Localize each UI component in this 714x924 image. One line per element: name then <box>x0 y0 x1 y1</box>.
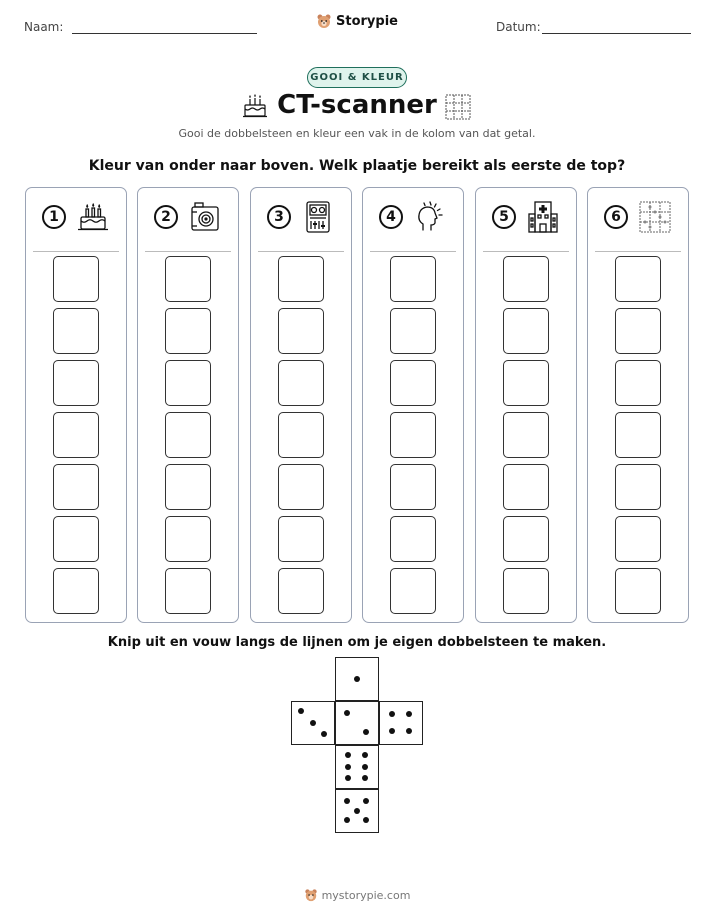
color-cell[interactable] <box>615 360 661 406</box>
die-face-3 <box>291 701 335 745</box>
die-pip <box>354 676 360 682</box>
column-number: 6 <box>604 205 628 229</box>
footer-url: mystorypie.com <box>321 888 411 902</box>
puzzle-icon <box>638 200 672 234</box>
color-cell[interactable] <box>615 308 661 354</box>
color-cell[interactable] <box>503 516 549 562</box>
color-cell[interactable] <box>53 568 99 614</box>
color-cell[interactable] <box>615 516 661 562</box>
die-pip <box>362 764 368 770</box>
column-number: 4 <box>379 205 403 229</box>
name-line <box>72 33 257 34</box>
instruction: Kleur van onder naar boven. Welk plaatje bereikt als eerste de top? <box>88 158 626 174</box>
die-pip <box>363 817 369 823</box>
birthday-cake-icon <box>76 200 110 234</box>
die-face-5 <box>335 789 379 833</box>
color-cell[interactable] <box>278 360 324 406</box>
color-cell[interactable] <box>165 308 211 354</box>
column-number: 5 <box>492 205 516 229</box>
color-cell[interactable] <box>503 568 549 614</box>
color-cell[interactable] <box>615 464 661 510</box>
hospital-icon <box>526 200 560 234</box>
color-cell[interactable] <box>390 412 436 458</box>
control-panel-icon <box>301 200 335 234</box>
color-cell[interactable] <box>278 412 324 458</box>
color-cell[interactable] <box>390 568 436 614</box>
color-cell[interactable] <box>278 308 324 354</box>
color-cell[interactable] <box>53 256 99 302</box>
subtitle: Gooi de dobbelsteen en kleur een vak in de kolom van dat getal. <box>178 127 536 140</box>
column-number: 3 <box>267 205 291 229</box>
die-pip <box>389 711 395 717</box>
color-cell[interactable] <box>503 412 549 458</box>
die-pip <box>345 752 351 758</box>
footer <box>0 888 714 902</box>
color-cell[interactable] <box>615 568 661 614</box>
color-cell[interactable] <box>390 360 436 406</box>
column-2 <box>137 187 239 623</box>
color-cell[interactable] <box>390 308 436 354</box>
bear-logo-icon <box>316 13 332 29</box>
color-cell[interactable] <box>278 516 324 562</box>
die-pip <box>354 808 360 814</box>
die-face-4 <box>379 701 423 745</box>
color-cell[interactable] <box>278 464 324 510</box>
color-cell[interactable] <box>165 464 211 510</box>
die-pip <box>406 728 412 734</box>
camera-icon <box>188 200 222 234</box>
color-cell[interactable] <box>165 516 211 562</box>
bear-logo-icon <box>304 888 318 902</box>
die-face-6 <box>335 745 379 789</box>
color-cell[interactable] <box>503 308 549 354</box>
column-6 <box>587 187 689 623</box>
column-4 <box>362 187 464 623</box>
die-pip <box>345 764 351 770</box>
color-cell[interactable] <box>53 412 99 458</box>
column-number: 2 <box>154 205 178 229</box>
die-pip <box>362 752 368 758</box>
date-line <box>542 33 691 34</box>
column-number: 1 <box>42 205 66 229</box>
color-cell[interactable] <box>53 308 99 354</box>
die-pip <box>298 708 304 714</box>
color-cell[interactable] <box>615 412 661 458</box>
color-cell[interactable] <box>53 516 99 562</box>
page-title: CT-scanner <box>277 90 437 120</box>
die-pip <box>363 729 369 735</box>
column-5 <box>475 187 577 623</box>
die-pip <box>406 711 412 717</box>
category-badge: GOOI & KLEUR <box>307 67 407 88</box>
die-pip <box>344 817 350 823</box>
color-cell[interactable] <box>53 360 99 406</box>
die-instruction: Knip uit en vouw langs de lijnen om je eigen dobbelsteen te maken. <box>107 635 607 650</box>
color-cell[interactable] <box>615 256 661 302</box>
die-pip <box>344 710 350 716</box>
color-cell[interactable] <box>390 464 436 510</box>
color-cell[interactable] <box>278 256 324 302</box>
color-cell[interactable] <box>278 568 324 614</box>
die-face-1 <box>335 657 379 701</box>
die-face-2 <box>335 701 379 745</box>
color-cell[interactable] <box>503 360 549 406</box>
color-cell[interactable] <box>503 464 549 510</box>
column-3 <box>250 187 352 623</box>
name-label: Naam: <box>24 20 64 34</box>
die-pip <box>362 775 368 781</box>
date-label: Datum: <box>496 20 541 34</box>
color-cell[interactable] <box>165 568 211 614</box>
title-puzzle-icon <box>445 94 471 120</box>
die-pip <box>363 798 369 804</box>
color-cell[interactable] <box>165 412 211 458</box>
color-cell[interactable] <box>503 256 549 302</box>
color-cell[interactable] <box>53 464 99 510</box>
die-pip <box>389 728 395 734</box>
brand-logo <box>0 13 714 29</box>
color-cell[interactable] <box>390 516 436 562</box>
die-pip <box>321 731 327 737</box>
die-pip <box>345 775 351 781</box>
head-scan-icon <box>413 200 447 234</box>
column-1 <box>25 187 127 623</box>
die-pip <box>344 798 350 804</box>
color-cell[interactable] <box>390 256 436 302</box>
color-cell[interactable] <box>165 256 211 302</box>
brand-name: Storypie <box>336 13 398 29</box>
die-pip <box>310 720 316 726</box>
color-cell[interactable] <box>165 360 211 406</box>
